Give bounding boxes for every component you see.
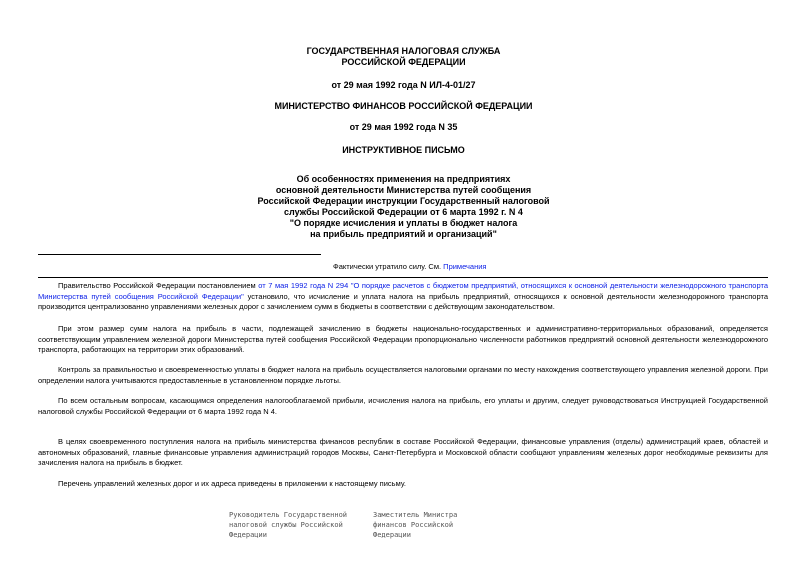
issuer-date: от 29 мая 1992 года N ИЛ-4-01/27 (331, 80, 476, 90)
paragraph-1-intro: Правительство Российской Федерации постановлением (58, 281, 259, 290)
signature-right-line: Федерации (373, 531, 411, 539)
paragraph-5: В целях своевременного поступления налога на прибыль министерства финансов республик в составе Российской Федерации, финансовые управления (отделы) администраций краев, областей и автономных образований, главные финансовые управления администраций городов Москвы, Санкт-Петербурга и Московской области сообщают управлениям железных дорог необходимые реквизиты для зачисления налога на прибыль в бюджет. (38, 437, 768, 467)
ministry-name: МИНИСТЕРСТВО ФИНАНСОВ РОССИЙСКОЙ ФЕДЕРАЦИИ (274, 101, 533, 111)
resolution-link[interactable]: от 7 мая 1992 года N 294 "О порядке расчетов с бюджетом предприятий, относящихся к основной деятельности железнодорожного транспорта Министерства путей сообщения Российской Федерации" (38, 281, 768, 301)
subject-line: Об особенностях применения на предприятиях (296, 174, 511, 184)
signature-left-line: Руководитель Государственной (229, 511, 348, 519)
issuer-name (0, 46, 807, 68)
paragraph-2: При этом размер сумм налога на прибыль в части, подлежащей зачислению в бюджеты национально-государственных и административно-территориальных образований, определяется соответствующим управлением железной дороги Министерства путей сообщения Российской Федерации пропорционально численности работников предприятий основной деятельности железнодорожного транспорта, работающих на территории этих образований. (38, 324, 768, 354)
paragraph-4: По всем остальным вопросам, касающимся определения налогооблагаемой прибыли, исчисления налога на прибыль, его уплаты и другим, следует руководствоваться Инструкцией Государственной налоговой службы Российской Федерации от 6 марта 1992 года N 4. (38, 396, 768, 416)
subject-line: службы Российской Федерации от 6 марта 1992 г. N 4 (284, 207, 523, 217)
paragraph-1-rest: установило, что исчисление и уплата налога на прибыль предприятий, относящихся к основной деятельности железнодорожного транспорта производится централизованно управлениями железных дорог с зачислением сумм в бюджеты в соответствии с действующим законодательством. (38, 291, 769, 311)
signature-right-line: Заместитель Министра (373, 511, 458, 519)
divider-short (38, 254, 321, 255)
signature-right-line: финансов Российской (373, 521, 454, 529)
ministry-date: от 29 мая 1992 года N 35 (349, 122, 458, 132)
issuer-line-1: ГОСУДАРСТВЕННАЯ НАЛОГОВАЯ СЛУЖБА (306, 46, 501, 56)
subject-line: Российской Федерации инструкции Государственный налоговой (257, 196, 550, 206)
document-type: ИНСТРУКТИВНОЕ ПИСЬМО (342, 145, 465, 155)
paragraph-6: Перечень управлений железных дорог и их адреса приведены в приложении к настоящему письму. (58, 479, 406, 488)
paragraph-1 (38, 281, 768, 313)
paragraph-3: Контроль за правильностью и своевременностью уплаты в бюджет налога на прибыль осуществляется налоговыми органами по месту нахождения соответствующего управления железной дороги. При определении налога учитываются предоставленные в установленном порядке льготы. (38, 365, 768, 385)
signature-right (373, 510, 493, 540)
subject-line: основной деятельности Министерства путей сообщения (275, 185, 532, 195)
divider-full (38, 277, 768, 278)
status-note (333, 262, 486, 272)
issuer-line-2: РОССИЙСКОЙ ФЕДЕРАЦИИ (341, 57, 466, 67)
status-note-text: Фактически утратило силу. См. (333, 262, 444, 271)
signature-left-line: налоговой службы Российской (229, 521, 343, 529)
signature-left-line: Федерации (229, 531, 267, 539)
subject-line: "О порядке исчисления и уплаты в бюджет налога (289, 218, 518, 228)
subject-line: на прибыль предприятий и организаций" (310, 229, 497, 239)
signature-left (229, 510, 349, 540)
document-subject (0, 174, 807, 240)
notes-link[interactable]: Примечания (443, 262, 487, 271)
